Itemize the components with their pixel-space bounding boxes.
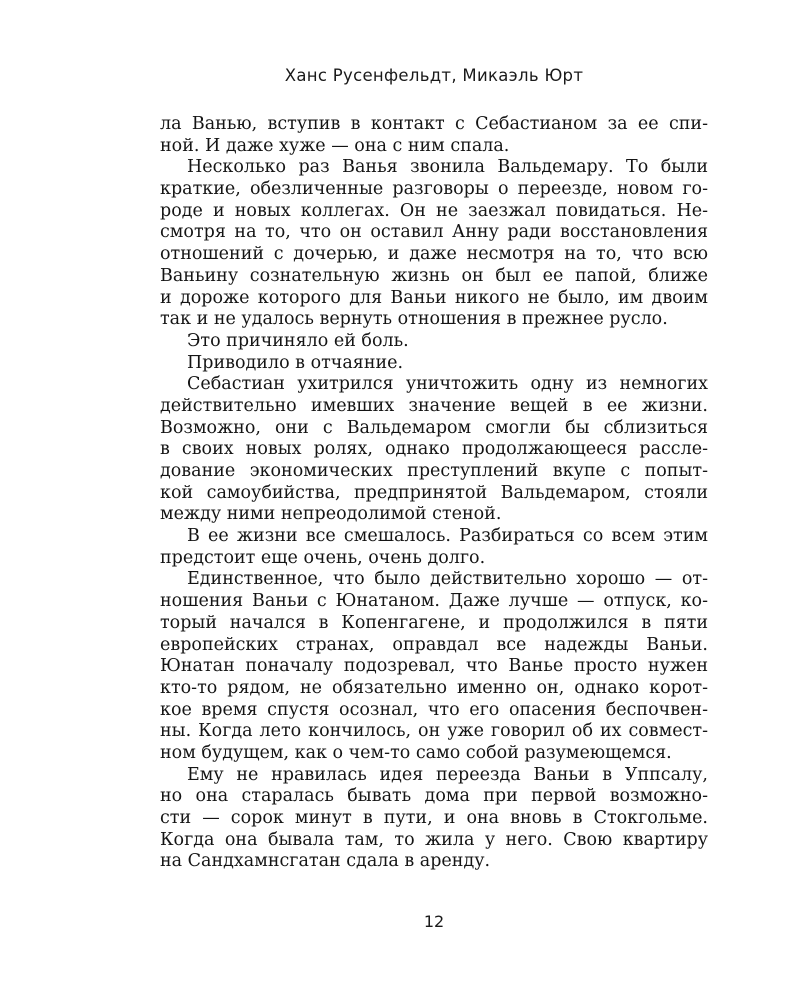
text-line: Приводило в отчаяние. (187, 352, 404, 373)
text-line: на Сандхамнсгатан сдала в аренду. (160, 851, 491, 872)
text-line: Юнатан поначалу подозревал, что Ванье просто нужен (160, 656, 708, 677)
text-line: ной. И даже хуже — она с ним спала. (160, 135, 510, 156)
text-line: Возможно, они с Вальдемаром смогли бы сблизиться (160, 417, 708, 438)
text-line: кто-то рядом, не обязательно именно он, однако корот- (160, 677, 708, 698)
body-text (160, 114, 708, 873)
text-line: дование экономических преступлений вкупе с попыт- (160, 461, 708, 481)
text-line: В ее жизни все смешалось. Разбираться со всем этим (187, 526, 708, 547)
text-line: предстоит еще очень, очень долго. (160, 547, 486, 568)
text-line: кое время спустя осознал, что его опасения беспочвен- (160, 699, 708, 720)
text-line: между ними непреодолимой стеной. (160, 504, 502, 525)
text-line: ны. Когда лето кончилось, он уже говорил об их совмест- (160, 721, 708, 742)
text-line: ла Ванью, вступив в контакт с Себастианом за ее спи- (160, 114, 708, 134)
running-header: Ханс Русенфельдт, Микаэль Юрт (284, 66, 584, 85)
text-line: краткие, обезличенные разговоры о переезде, новом го- (160, 179, 708, 200)
text-line: но она старалась бывать дома при первой возможно- (160, 786, 708, 807)
text-line: Это причиняло ей боль. (187, 330, 409, 351)
text-line: действительно имевших значение вещей в ее жизни. (160, 395, 708, 416)
text-line: торый начался в Копенгагене, и продолжился в пяти (160, 612, 708, 633)
text-line: сти — сорок минут в пути, и она вновь в Стокгольме. (160, 808, 708, 828)
text-line: ном будущем, как о чем-то само собой разумеющемся. (160, 742, 672, 763)
text-line: Ваньину сознательную жизнь он был ее папой, ближе (160, 265, 708, 286)
text-line: кой самоубийства, предпринятой Вальдемаром, стояли (160, 482, 708, 503)
page-number: 12 (423, 912, 445, 931)
text-line: европейских странах, оправдал все надежды Ваньи. (160, 634, 708, 655)
text-line: смотря на то, что он оставил Анну ради восстановления (160, 222, 708, 243)
text-line: Единственное, что было действительно хорошо — от- (187, 569, 708, 590)
text-line: роде и новых коллегах. Он не заезжал повидаться. Не- (160, 200, 708, 221)
text-line: в своих новых ролях, однако продолжающееся рассле- (160, 439, 708, 460)
text-line: Когда она бывала там, то жила у него. Свою квартиру (160, 829, 708, 850)
text-line: Ему не нравилась идея переезда Ваньи в Уппсалу, (187, 764, 708, 785)
text-line: Себастиан ухитрился уничтожить одну из немногих (187, 374, 708, 395)
text-line: Несколько раз Ванья звонила Вальдемару. То были (187, 157, 708, 178)
text-line: отношений с дочерью, и даже несмотря на то, что всю (160, 244, 708, 265)
text-line: так и не удалось вернуть отношения в прежнее русло. (160, 309, 668, 330)
text-line: ношения Ваньи с Юнатаном. Даже лучше — отпуск, ко- (160, 591, 708, 612)
text-line: и дороже которого для Ваньи никого не было, им двоим (160, 287, 708, 308)
